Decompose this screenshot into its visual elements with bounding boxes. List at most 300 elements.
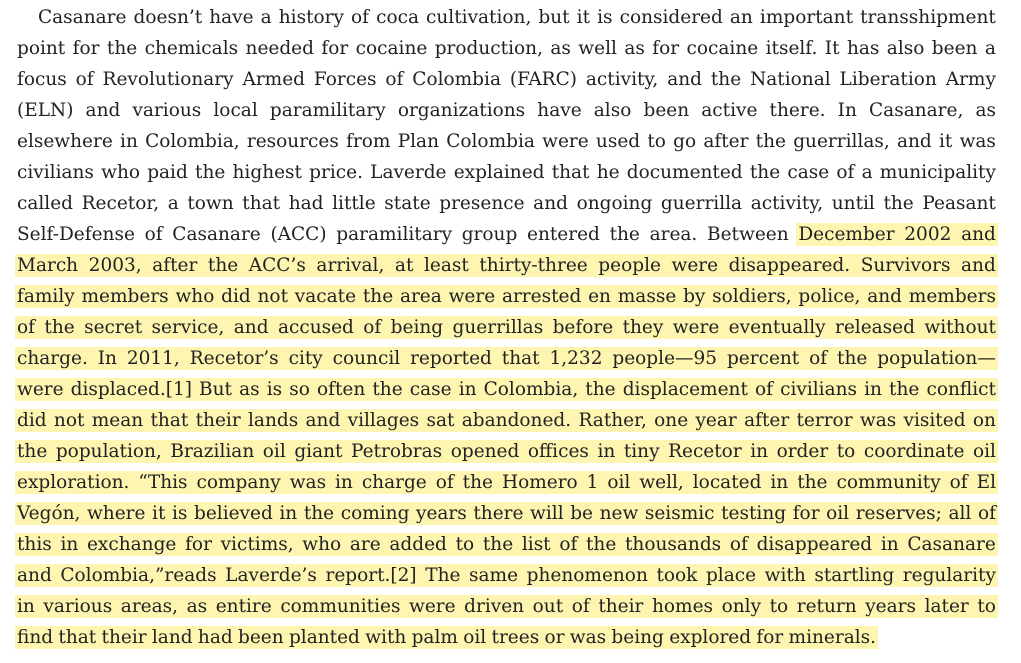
text-line: [17, 64, 996, 95]
word: well,: [639, 472, 684, 493]
word: of: [75, 69, 94, 90]
line-words: [17, 529, 996, 560]
word: area.: [649, 224, 698, 245]
word: have: [537, 100, 582, 121]
word: villages: [347, 410, 420, 431]
word: he: [596, 162, 620, 183]
word: visited: [903, 410, 966, 431]
word: entered: [527, 224, 600, 245]
word: in: [864, 379, 882, 400]
line-words: [17, 343, 996, 374]
word: of: [363, 317, 382, 338]
line-words: [17, 436, 996, 467]
word: civilians: [17, 162, 94, 183]
line-words: [17, 219, 996, 250]
word: accused: [277, 317, 354, 338]
word: for: [792, 503, 820, 524]
line-words: [17, 560, 996, 591]
word: were: [671, 255, 719, 276]
word: or: [544, 627, 565, 648]
word: the: [837, 348, 868, 369]
word: opened: [450, 441, 520, 462]
word: National: [750, 69, 831, 90]
line-words: [17, 33, 996, 64]
word: year: [695, 410, 737, 431]
word: In: [97, 348, 117, 369]
word: guerrilla: [660, 193, 743, 214]
word: of: [809, 348, 828, 369]
word: by: [683, 286, 706, 307]
word: activity,: [585, 69, 659, 90]
word: (ACC): [270, 224, 327, 245]
word: and: [961, 255, 996, 276]
word: after: [703, 131, 749, 152]
word: as: [550, 38, 571, 59]
word: had: [197, 627, 233, 648]
word: explained: [453, 162, 545, 183]
word: oil: [826, 503, 850, 524]
word: least: [423, 255, 469, 276]
word: there: [473, 503, 524, 524]
word: to: [647, 131, 666, 152]
word: and: [867, 286, 902, 307]
word: were: [448, 286, 496, 307]
word: the: [362, 286, 394, 307]
word: guerrillas,: [793, 131, 890, 152]
word: also: [886, 38, 925, 59]
word: Recetor: [668, 441, 742, 462]
word: point: [17, 38, 66, 59]
word: did: [17, 410, 47, 431]
word: percent: [726, 348, 800, 369]
word: Colombia,: [483, 379, 579, 400]
word: same: [469, 565, 519, 586]
word: various: [43, 596, 113, 617]
word: communities: [280, 596, 401, 617]
line-words: [17, 64, 996, 95]
word: being: [390, 317, 444, 338]
word: Casanare: [172, 224, 261, 245]
line-words: [17, 374, 996, 405]
word: members: [81, 286, 169, 307]
word: after: [744, 410, 790, 431]
word: Recetor’s: [189, 348, 279, 369]
text-line: [17, 374, 996, 405]
word: area: [399, 286, 442, 307]
word: who: [175, 286, 215, 307]
word: the: [797, 472, 828, 493]
word: cultivation,: [426, 7, 532, 28]
word: in: [60, 534, 79, 555]
word: Colombia: [446, 131, 535, 152]
word: find: [17, 627, 54, 648]
word: new: [599, 503, 639, 524]
word: and: [233, 317, 269, 338]
line-words: [17, 622, 876, 653]
word: Revolutionary: [102, 69, 234, 90]
word: will: [530, 503, 564, 524]
text-line: [17, 157, 996, 188]
word: the: [883, 193, 914, 214]
word: and: [667, 69, 702, 90]
word: and: [305, 410, 341, 431]
word: this: [17, 534, 52, 555]
word: eventually: [728, 317, 826, 338]
word: were: [672, 317, 720, 338]
word: organizations: [397, 100, 526, 121]
word: ongoing: [576, 193, 653, 214]
word: company: [196, 472, 281, 493]
word: Forces: [313, 69, 377, 90]
word: that: [242, 193, 281, 214]
word: town: [187, 193, 234, 214]
word: sat: [426, 410, 455, 431]
word: little: [332, 193, 376, 214]
word: there.: [769, 100, 826, 121]
word: charge: [361, 472, 427, 493]
text-line: [17, 188, 996, 219]
line-words: [17, 250, 996, 281]
word: until: [831, 193, 875, 214]
word: terror: [796, 410, 853, 431]
word: not: [257, 286, 289, 307]
word: displacement: [622, 379, 748, 400]
word: is: [597, 7, 613, 28]
word: oil: [607, 472, 631, 493]
word: it: [152, 503, 166, 524]
word: December: [798, 224, 895, 245]
word: for: [321, 38, 349, 59]
word: Brazilian: [170, 441, 255, 462]
word: elsewhere: [17, 131, 113, 152]
line-words: [17, 467, 996, 498]
word: Casanare,: [869, 100, 964, 121]
word: the: [889, 379, 920, 400]
word: masse: [617, 286, 677, 307]
word: the: [207, 255, 239, 276]
word: of: [385, 69, 404, 90]
word: Colombia: [412, 69, 501, 90]
line-words: [17, 591, 996, 622]
word: of: [755, 379, 773, 400]
word: of: [435, 472, 454, 493]
word: that: [551, 162, 590, 183]
line-words: [17, 95, 996, 126]
word: driven: [464, 596, 525, 617]
word: had: [288, 193, 324, 214]
word: case: [409, 379, 452, 400]
article-paragraph: [17, 2, 996, 653]
word: members: [908, 286, 996, 307]
word: explored: [669, 627, 752, 648]
word: their: [195, 410, 241, 431]
word: coming: [340, 503, 410, 524]
word: used: [595, 131, 641, 152]
word: secret: [84, 317, 143, 338]
word: Recetor,: [81, 193, 160, 214]
word: believed: [193, 503, 273, 524]
word: been: [238, 627, 284, 648]
word: council: [332, 348, 401, 369]
word: the: [586, 534, 617, 555]
word: in: [17, 596, 35, 617]
word: the: [585, 379, 616, 400]
word: municipality: [879, 162, 996, 183]
word: is: [266, 379, 283, 400]
word: that: [150, 410, 189, 431]
word: people—95: [612, 348, 718, 369]
word: palm: [411, 627, 458, 648]
word: a: [167, 193, 179, 214]
word: place: [705, 565, 757, 586]
word: released: [835, 317, 915, 338]
word: documented: [626, 162, 743, 183]
word: been: [643, 100, 690, 121]
word: in: [458, 379, 477, 400]
word: after: [152, 255, 198, 276]
word: mean: [91, 410, 144, 431]
word: itself.: [765, 38, 818, 59]
line-words: [17, 188, 996, 219]
word: people: [598, 255, 661, 276]
word: for: [756, 627, 784, 648]
line-words: [17, 498, 996, 529]
word: at: [394, 255, 414, 276]
word: order: [776, 441, 829, 462]
word: (FARC): [509, 69, 577, 90]
word: giant: [294, 441, 343, 462]
word: Laverde’s: [225, 565, 317, 586]
text-line: [17, 436, 996, 467]
word: 1,232: [549, 348, 603, 369]
word: as: [975, 100, 996, 121]
word: a: [984, 38, 996, 59]
word: to: [977, 596, 996, 617]
word: in: [335, 472, 353, 493]
word: planted: [288, 627, 360, 648]
word: thousands: [625, 534, 722, 555]
word: It: [824, 38, 840, 59]
word: oil: [972, 441, 996, 462]
word: that: [58, 627, 97, 648]
word: in: [880, 534, 899, 555]
word: the: [195, 162, 226, 183]
word: only: [721, 596, 762, 617]
word: the: [372, 379, 403, 400]
word: not: [53, 410, 85, 431]
line-words: [17, 157, 996, 188]
word: Liberation: [839, 69, 937, 90]
text-line: [17, 250, 996, 281]
word: El: [976, 472, 996, 493]
word: a: [861, 162, 873, 183]
text-line: [17, 498, 996, 529]
word: is: [171, 503, 188, 524]
word: victims,: [220, 534, 294, 555]
word: resources: [246, 131, 339, 152]
word: to: [455, 534, 475, 555]
word: presence: [439, 193, 525, 214]
word: who: [101, 162, 140, 183]
word: were: [542, 131, 589, 152]
line-words: [17, 312, 996, 343]
word: needed: [245, 38, 314, 59]
word: family: [17, 286, 75, 307]
word: were: [409, 596, 456, 617]
word: of: [17, 317, 35, 338]
word: Colombia,: [145, 131, 240, 152]
word: phenomenon: [526, 565, 648, 586]
word: arrival,: [316, 255, 385, 276]
line-words: [38, 2, 996, 33]
word: of: [144, 224, 163, 245]
word: civilians: [780, 379, 858, 400]
text-line: [17, 591, 996, 622]
word: service,: [151, 317, 225, 338]
word: who: [302, 534, 342, 555]
word: being: [611, 627, 664, 648]
word: an: [729, 7, 753, 28]
word: for: [652, 38, 680, 59]
word: out: [532, 596, 564, 617]
word: land: [151, 627, 193, 648]
word: But: [199, 379, 232, 400]
word: the: [303, 503, 335, 524]
line-words: [17, 281, 996, 312]
word: coordinate: [863, 441, 965, 462]
word: later: [924, 596, 969, 617]
word: in: [120, 131, 138, 152]
word: activity,: [750, 193, 824, 214]
word: Armed: [242, 69, 306, 90]
word: the: [609, 224, 640, 245]
word: it: [576, 7, 591, 28]
word: Army: [945, 69, 996, 90]
word: of: [949, 472, 968, 493]
word: production,: [434, 38, 543, 59]
word: trees: [491, 627, 540, 648]
word: all: [948, 503, 972, 524]
word: list: [521, 534, 551, 555]
word: lands: [248, 410, 299, 431]
word: seismic: [644, 503, 715, 524]
word: homes: [651, 596, 714, 617]
word: that: [501, 348, 540, 369]
word: reported: [410, 348, 492, 369]
word: located: [692, 472, 762, 493]
word: important: [759, 7, 854, 28]
word: cocaine: [686, 38, 759, 59]
word: chemicals: [144, 38, 239, 59]
word: of: [729, 534, 748, 555]
word: the: [44, 317, 75, 338]
word: was: [289, 472, 327, 493]
word: 2011,: [126, 348, 180, 369]
word: so: [289, 379, 310, 400]
word: minerals.: [788, 627, 877, 648]
word: added: [389, 534, 447, 555]
word: the: [755, 131, 786, 152]
text-line: [17, 312, 996, 343]
word: the: [710, 69, 742, 90]
word: their: [598, 596, 644, 617]
word: as: [624, 38, 645, 59]
text-line: [17, 467, 996, 498]
word: be: [570, 503, 593, 524]
word: was: [569, 627, 607, 648]
word: guerrillas: [452, 317, 544, 338]
word: local: [213, 100, 258, 121]
text-line: [17, 343, 996, 374]
word: offices: [527, 441, 589, 462]
word: March: [17, 255, 79, 276]
word: doesn’t: [133, 7, 203, 28]
word: in: [279, 503, 298, 524]
word: to: [769, 596, 789, 617]
word: often: [316, 379, 366, 400]
word: 2002: [904, 224, 952, 245]
word: reserves;: [855, 503, 942, 524]
word: was: [859, 410, 897, 431]
word: the: [462, 472, 493, 493]
word: paramilitary: [336, 224, 453, 245]
word: but: [538, 7, 570, 28]
word: regularity: [902, 565, 996, 586]
word: in: [770, 472, 789, 493]
word: transshipment: [860, 7, 996, 28]
word: to: [836, 441, 856, 462]
word: population,: [55, 441, 162, 462]
word: have: [209, 7, 254, 28]
word: as: [239, 379, 260, 400]
word: been: [931, 38, 978, 59]
word: where: [86, 503, 146, 524]
word: from: [346, 131, 391, 152]
word: in: [597, 441, 616, 462]
word: Plan: [397, 131, 439, 152]
word: took: [656, 565, 698, 586]
word: various: [132, 100, 202, 121]
word: disappeared.: [728, 255, 851, 276]
word: it: [938, 131, 953, 152]
word: Homero: [501, 472, 578, 493]
word: arrested: [501, 286, 582, 307]
word: Rather,: [578, 410, 647, 431]
text-line: [17, 126, 996, 157]
word: Peasant: [922, 193, 996, 214]
word: the: [749, 162, 781, 183]
word: for: [185, 534, 212, 555]
word: oil: [463, 627, 487, 648]
word: displaced.[1]: [70, 379, 192, 400]
word: and: [896, 131, 932, 152]
word: they: [622, 317, 664, 338]
word: and: [85, 100, 121, 121]
text-line: [17, 405, 996, 436]
line-words: [17, 405, 996, 436]
word: entire: [215, 596, 272, 617]
text-line: [17, 95, 996, 126]
word: exchange: [86, 534, 177, 555]
text-line: [17, 219, 996, 250]
text-line: [17, 622, 996, 653]
word: tiny: [623, 441, 660, 462]
word: focus: [17, 69, 67, 90]
word: “This: [138, 472, 188, 493]
word: with: [365, 627, 407, 648]
word: disappeared: [756, 534, 873, 555]
word: testing: [721, 503, 787, 524]
